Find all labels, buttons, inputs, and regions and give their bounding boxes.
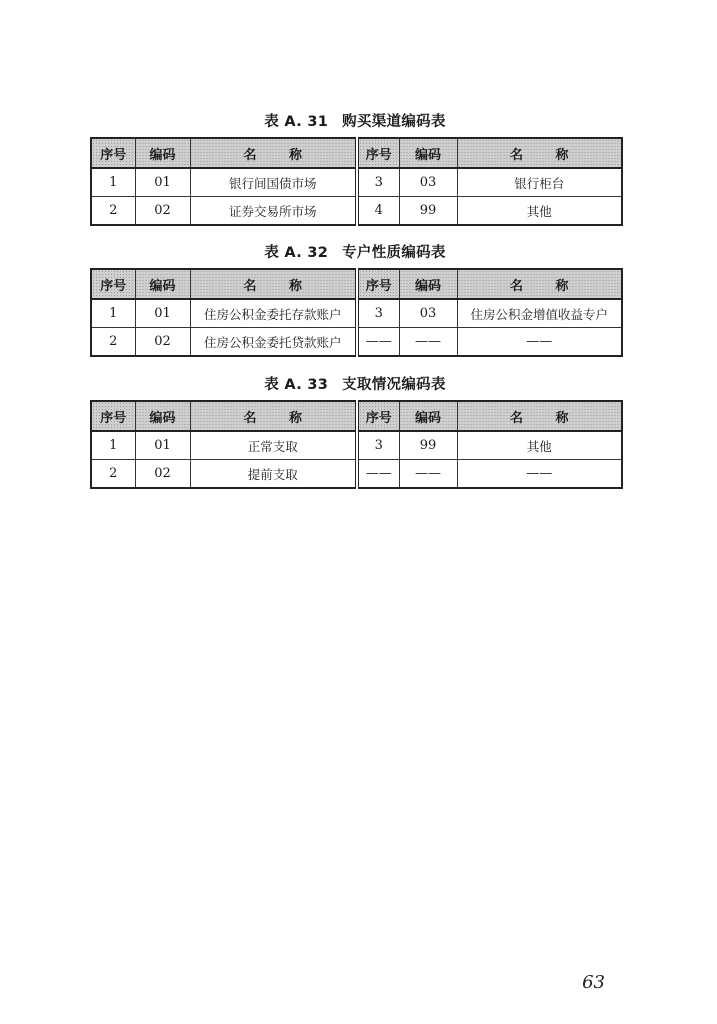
header-code: 编码 [135,138,190,168]
table-row [91,168,622,197]
cell-empty-dash: —— [457,460,622,489]
cell-code: 99 [399,431,457,460]
header-seq: 序号 [357,401,399,431]
cell-name: 其他 [457,197,622,226]
table-row [91,328,622,357]
header-name: 名 称 [190,401,357,431]
table-a33 [90,400,623,489]
cell-empty-dash: —— [357,328,399,357]
cell-empty-dash: —— [399,328,457,357]
header-seq: 序号 [357,138,399,168]
cell-seq: 4 [357,197,399,226]
cell-name: 提前支取 [190,460,357,489]
header-seq: 序号 [91,269,135,299]
cell-code: 03 [399,168,457,197]
table-caption-a31 [90,110,620,131]
header-name: 名 称 [190,269,357,299]
table-title: 专户性质编码表 [342,245,446,261]
cell-empty-dash: —— [399,460,457,489]
cell-seq: 1 [91,431,135,460]
cell-name: 住房公积金委托存款账户 [190,299,357,328]
cell-empty-dash: —— [457,328,622,357]
table-title: 购买渠道编码表 [342,114,446,130]
cell-code: 03 [399,299,457,328]
cell-code: 02 [135,328,190,357]
header-code: 编码 [135,269,190,299]
table-title: 支取情况编码表 [342,377,446,393]
header-code: 编码 [399,401,457,431]
cell-code: 02 [135,460,190,489]
table-number: 表 A. 33 [264,377,329,393]
cell-seq: 2 [91,197,135,226]
table-header-row [91,138,622,168]
header-name: 名 称 [457,138,622,168]
table-row [91,431,622,460]
table-caption-a33 [90,373,620,394]
table-a31 [90,137,623,226]
table-a32 [90,268,623,357]
header-seq: 序号 [91,401,135,431]
header-code: 编码 [399,138,457,168]
header-name: 名 称 [457,269,622,299]
cell-name: 正常支取 [190,431,357,460]
table-header-row [91,269,622,299]
cell-seq: 2 [91,328,135,357]
cell-seq: 1 [91,299,135,328]
table-row [91,197,622,226]
cell-seq: 1 [91,168,135,197]
header-name: 名 称 [457,401,622,431]
cell-code: 01 [135,168,190,197]
header-code: 编码 [399,269,457,299]
cell-seq: 3 [357,168,399,197]
header-name: 名 称 [190,138,357,168]
header-seq: 序号 [357,269,399,299]
cell-seq: 2 [91,460,135,489]
header-seq: 序号 [91,138,135,168]
header-code: 编码 [135,401,190,431]
cell-name: 其他 [457,431,622,460]
cell-name: 银行柜台 [457,168,622,197]
table-caption-a32 [90,241,620,262]
cell-code: 01 [135,299,190,328]
cell-seq: 3 [357,299,399,328]
page-number: 63 [582,972,605,993]
cell-code: 99 [399,197,457,226]
table-row [91,299,622,328]
cell-name: 住房公积金委托贷款账户 [190,328,357,357]
table-row [91,460,622,489]
table-header-row [91,401,622,431]
table-number: 表 A. 31 [264,114,329,130]
cell-empty-dash: —— [357,460,399,489]
cell-name: 住房公积金增值收益专户 [457,299,622,328]
cell-seq: 3 [357,431,399,460]
cell-name: 银行间国债市场 [190,168,357,197]
cell-code: 02 [135,197,190,226]
table-number: 表 A. 32 [264,245,329,261]
cell-name: 证券交易所市场 [190,197,357,226]
cell-code: 01 [135,431,190,460]
